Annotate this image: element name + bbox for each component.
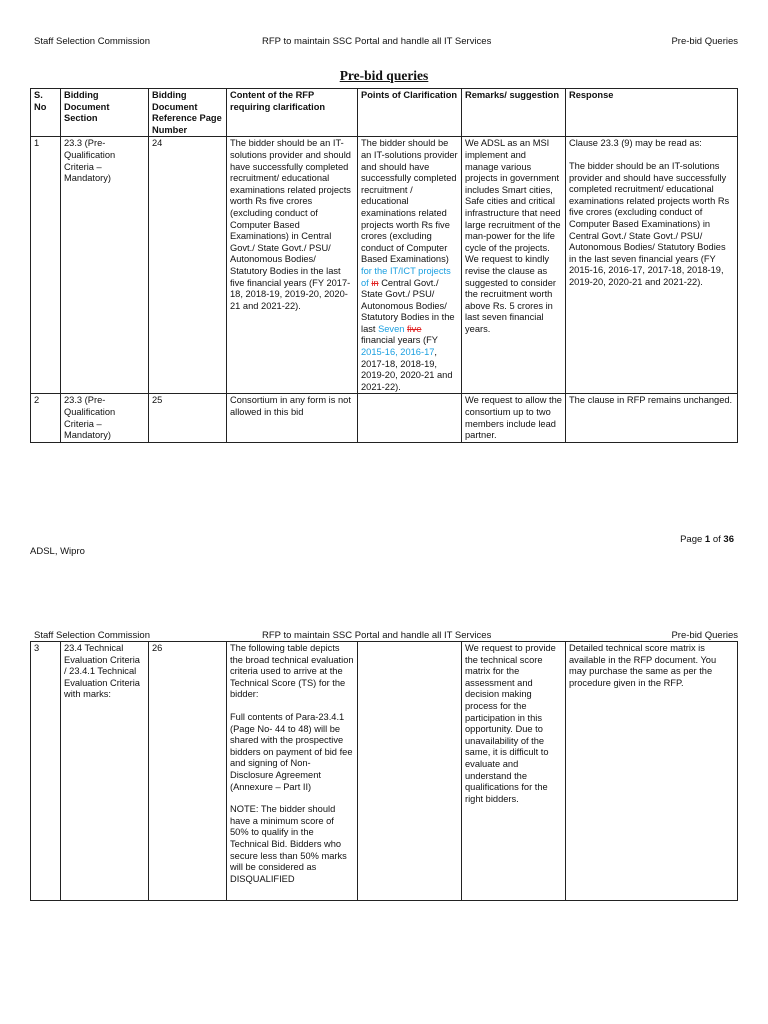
- response-paragraph: The bidder should be an IT-solutions provider and should have successfully completed recruitment/ educational examinations related projects worth Rs five crores (excluding conduct of Computer Based Examinations) in Central Govt./ State Govt./ PSU/ Autonomous Bodies/ Statutory Bodies in the last seven financial years (FY 2015-16, 2016-17, 2017-18, 2018-19, 2019-20, 2020-21 and 2021-22).: [569, 160, 730, 287]
- page-title: Pre-bid queries: [339, 68, 429, 83]
- col-header-points: Points of Clarification: [358, 89, 462, 137]
- header-doc: Pre-bid Queries: [671, 36, 738, 47]
- col-header-remarks: Remarks/ suggestion: [462, 89, 566, 137]
- content-paragraph: NOTE: The bidder should have a minimum score of 50% to qualify in the Technical Bid. Bidders who secure less than 50% marks will be considered as DISQUALIFIED: [230, 804, 347, 884]
- response-paragraph: Clause 23.3 (9) may be read as:: [569, 138, 702, 149]
- queries-table-continued: [30, 641, 738, 901]
- table-row: [31, 642, 738, 901]
- cell-ref: 25: [149, 394, 227, 442]
- cell-content: The bidder should be an IT-solutions provider and should have successfully completed recruitment/ educational examinations related projects worth Rs five crores (excluding conduct of Computer Based Examinations) in Central Govt./ State Govt./ PSU/ Autonomous Bodies/ Statutory Bodies in the last five financial years (FY 2017-18, 2018-19, 2019-20, 2020-21 and 2021-22).: [227, 137, 358, 394]
- points-inserted-text: for the IT/ICT projects of: [361, 265, 451, 288]
- page-total: 36: [723, 534, 734, 545]
- points-deleted-text: five: [407, 323, 422, 334]
- col-header-section: Bidding Document Section: [61, 89, 149, 137]
- col-header-content: Content of the RFP requiring clarification: [227, 89, 358, 137]
- col-header-ref: Bidding Document Reference Page Number: [149, 89, 227, 137]
- cell-ref: 26: [149, 642, 227, 901]
- points-text: Central Govt./ State Govt./ PSU/ Autonomous Bodies/ Statutory Bodies in the last: [361, 277, 455, 334]
- page-footer: ADSL, Wipro: [30, 546, 85, 557]
- cell-ref: 24: [149, 137, 227, 394]
- cell-remarks: We request to provide the technical score matrix for the assessment and decision making process for the participation in this opportunity. Due to unavailability of the same, it is difficult to evaluate and understand the qualifications for the right bidders.: [462, 642, 566, 901]
- page-number: Page 1 of 36: [680, 534, 734, 545]
- cell-content: Consortium in any form is not allowed in this bid: [227, 394, 358, 442]
- cell-sno: 1: [31, 137, 61, 394]
- content-paragraph: Full contents of Para-23.4.1 (Page No- 44 to 48) will be shared with the prospective bidders on payment of bid fee and signing of Non-Disclosure Agreement (Annexure – Part II): [230, 711, 353, 792]
- cell-section: 23.3 (Pre-Qualification Criteria – Mandatory): [61, 137, 149, 394]
- points-inserted-text: 2015-16, 2016-17: [361, 347, 435, 358]
- col-header-response: Response: [566, 89, 738, 137]
- header-rfp: RFP to maintain SSC Portal and handle all IT Services: [262, 36, 492, 47]
- header-doc: Pre-bid Queries: [671, 630, 738, 641]
- page-current: 1: [704, 534, 711, 545]
- cell-remarks: We request to allow the consortium up to two members include lead partner.: [462, 394, 566, 442]
- points-text: , 2017-18, 2018-19, 2019-20, 2020-21 and 2021-22).: [361, 347, 453, 392]
- cell-response: Detailed technical score matrix is available in the RFP document. You may purchase the same as per the procedure given in the RFP.: [566, 642, 738, 901]
- cell-section: 23.4 Technical Evaluation Criteria / 23.4.1 Technical Evaluation Criteria with marks:: [61, 642, 149, 901]
- header-org: Staff Selection Commission: [34, 630, 150, 641]
- cell-sno: 3: [31, 642, 61, 901]
- content-paragraph: The following table depicts the broad technical evaluation criteria used to arrive at the Technical Score (TS) for the bidder:: [230, 643, 354, 700]
- cell-content: [227, 642, 358, 901]
- cell-response: The clause in RFP remains unchanged.: [566, 394, 738, 442]
- points-deleted-text: in: [371, 277, 379, 288]
- header-org: Staff Selection Commission: [34, 36, 150, 47]
- cell-section: 23.3 (Pre-Qualification Criteria – Mandatory): [61, 394, 149, 442]
- points-text: financial years (FY: [361, 335, 438, 346]
- cell-sno: 2: [31, 394, 61, 442]
- points-text: The bidder should be an IT-solutions provider and should have successfully completed recruitment / educational examinations related projects worth Rs five crores (excluding conduct of Computer Based Examinations): [361, 138, 458, 265]
- header-rfp: RFP to maintain SSC Portal and handle all IT Services: [262, 630, 492, 641]
- cell-remarks: We ADSL as an MSI implement and manage various projects in government includes Smart cities, Safe cities and critical infrastructure that need large recruitment of the man-power for the life cycle of the projects. We request to kindly revise the clause as suggested to consider the recruitment worth above Rs. 5 crores in last seven financial years.: [462, 137, 566, 394]
- col-header-sno: S. No: [31, 89, 61, 137]
- points-inserted-text: Seven: [378, 323, 405, 334]
- cell-points: [358, 642, 462, 901]
